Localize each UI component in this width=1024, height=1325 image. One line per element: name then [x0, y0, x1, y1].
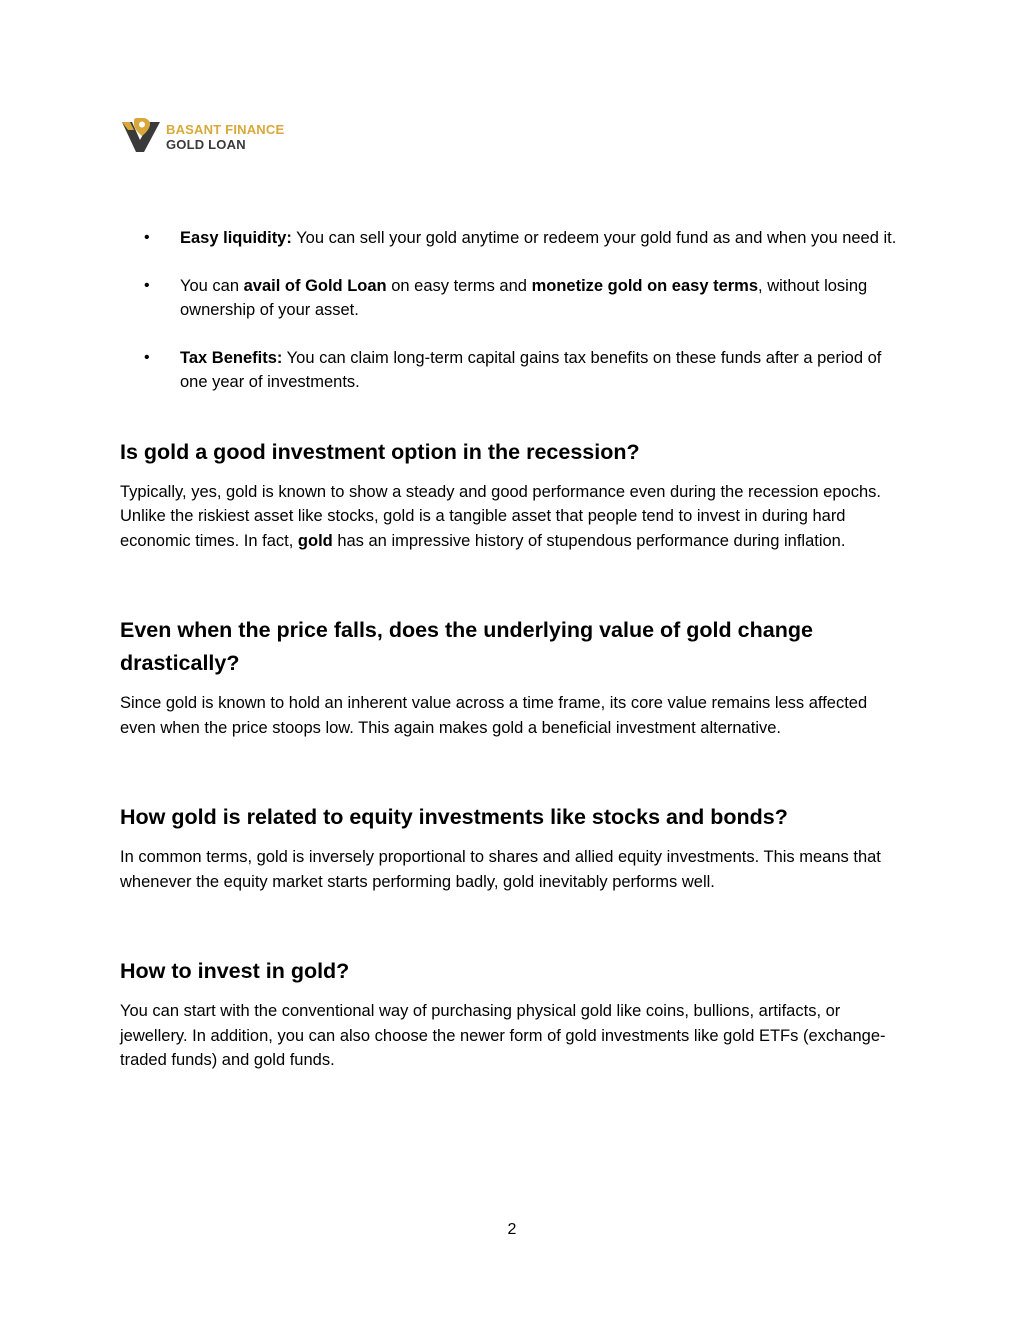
section-heading: How gold is related to equity investments like stocks and bonds?: [120, 805, 788, 829]
body-bold: gold: [297, 531, 333, 550]
bullet-text: You can claim long-term capital gains tax benefits on these funds after a period of one year of investments.: [180, 348, 882, 391]
section-body: [120, 480, 904, 554]
section-body: In common terms, gold is inversely proportional to shares and allied equity investments. This means that whenever the equity market starts performing badly, gold inevitably performs well.: [120, 848, 881, 891]
location-pin-checkmark-icon: [120, 118, 162, 154]
section-how-to-invest: [120, 955, 904, 1073]
body-text: Typically, yes, gold is known to show a steady and good performance even during the recession epochs. Unlike the riskiest asset like stocks, gold is a tangible asset that people tend to invest in during hard economic times. In fact,: [120, 482, 881, 550]
list-item: [120, 274, 904, 323]
section-heading: How to invest in gold?: [120, 959, 350, 983]
bullet-icon: •: [144, 276, 150, 294]
document-body: [120, 226, 904, 1073]
bullet-text: on easy terms and: [386, 276, 532, 295]
bullet-bold: avail of Gold Loan: [243, 276, 387, 295]
bullet-lead: Easy liquidity:: [180, 229, 292, 247]
section-heading: Is gold a good investment option in the recession?: [120, 439, 640, 464]
section-equity: [120, 801, 904, 894]
list-item: [120, 226, 904, 251]
section-body: You can start with the conventional way of purchasing physical gold like coins, bullions, artifacts, or jewellery. In addition, you can also choose the newer form of gold investments like gold ETFs (exchange-traded funds) and gold funds.: [120, 1002, 886, 1069]
section-heading: Even when the price falls, does the underlying value of gold change drastically?: [120, 618, 813, 675]
bullet-lead: Tax Benefits:: [180, 348, 283, 367]
brand-logo: [120, 118, 300, 158]
logo-tagline: GOLD LOAN: [166, 137, 246, 152]
section-body: Since gold is known to hold an inherent value across a time frame, its core value remains less affected even when the price stoops low. This again makes gold a beneficial investment alternative.: [120, 694, 868, 737]
bullet-text: You can sell your gold anytime or redeem your gold fund as and when you need it.: [291, 229, 897, 247]
body-text: has an impressive history of stupendous performance during inflation.: [332, 531, 846, 550]
bullet-text: , without losing ownership of your asset.: [180, 276, 868, 319]
bullet-text: You can: [180, 276, 244, 295]
logo-brand-name: BASANT FINANCE: [166, 122, 285, 137]
bullet-icon: •: [144, 229, 150, 246]
section-price-falls: [120, 614, 904, 740]
bullet-bold: monetize gold on easy terms: [531, 276, 759, 295]
bullet-icon: •: [144, 348, 150, 366]
page-number: 2: [507, 1221, 517, 1238]
section-recession: [120, 436, 904, 554]
benefits-list: [120, 226, 904, 395]
list-item: [120, 346, 904, 395]
